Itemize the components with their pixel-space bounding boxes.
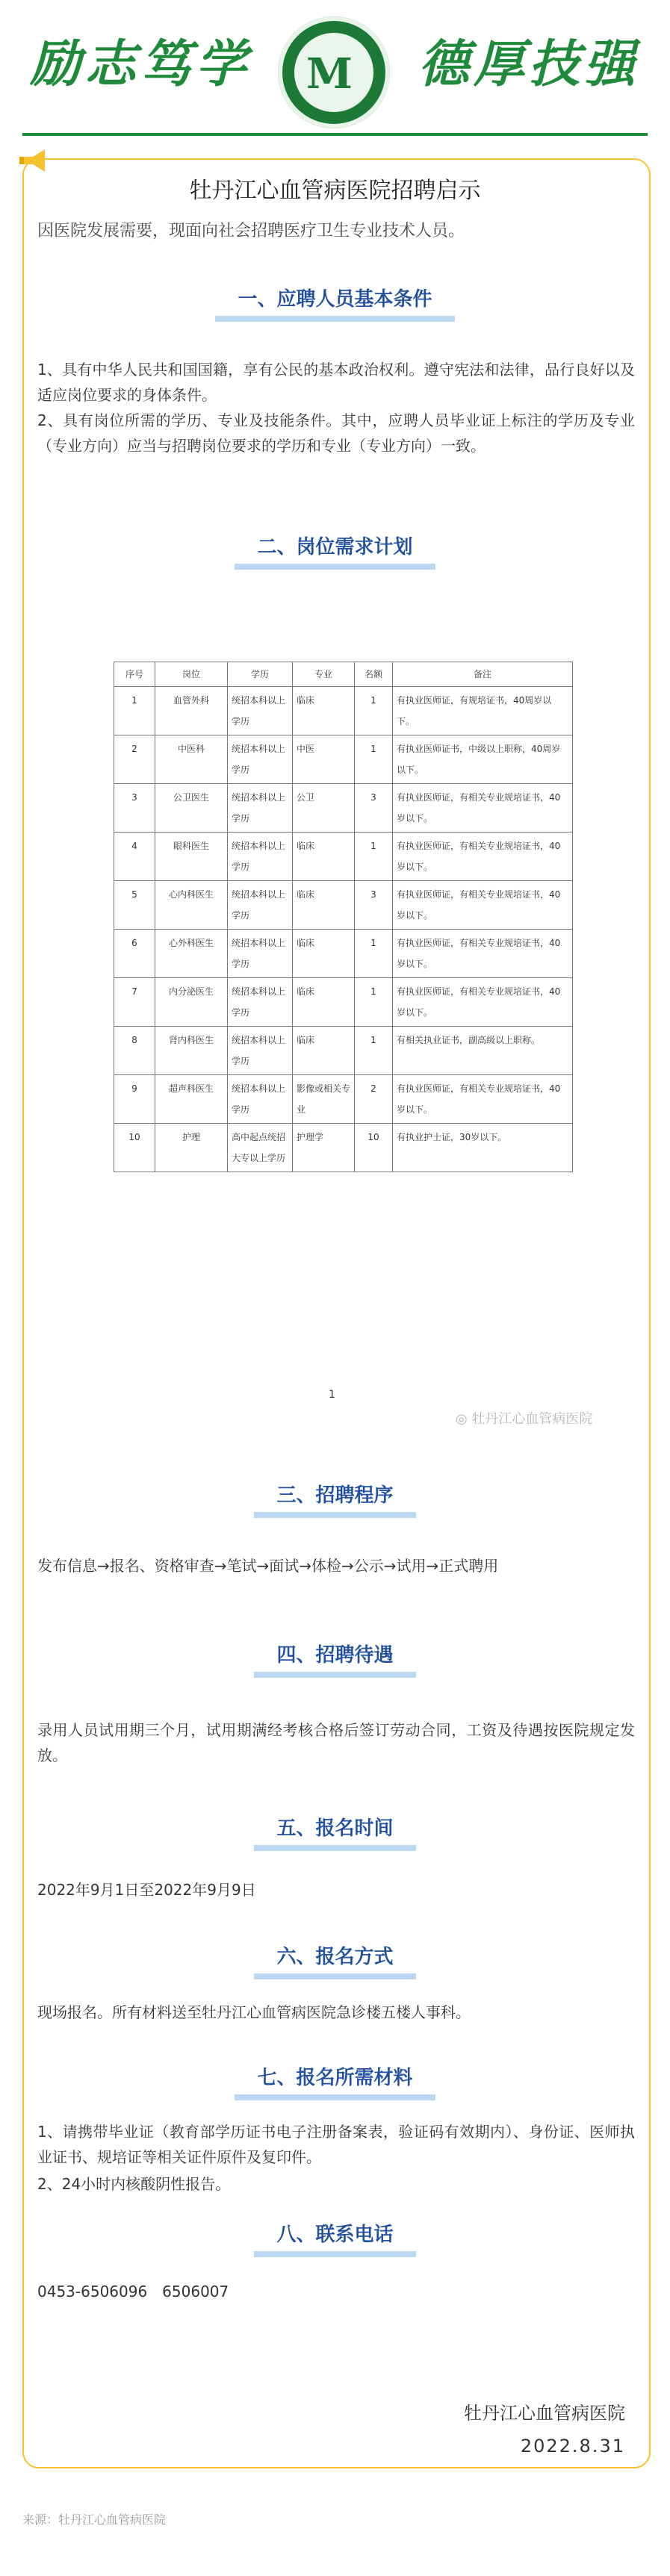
table-cell: 7 bbox=[114, 978, 155, 1027]
table-cell: 有执业医师证，有相关专业规培证书，40岁以下。 bbox=[393, 833, 573, 881]
table-cell: 临床 bbox=[293, 1027, 355, 1075]
section-7-paragraph-2: 2、24小时内核酸阴性报告。 bbox=[37, 2175, 231, 2193]
table-cell: 临床 bbox=[293, 687, 355, 735]
table-header-row bbox=[114, 662, 573, 687]
table-header-cell: 学历 bbox=[228, 662, 293, 687]
section-heading-5: 五、报名时间 bbox=[0, 1813, 670, 1851]
table-header-cell: 序号 bbox=[114, 662, 155, 687]
contact-phone: 0453-6506096 6506007 bbox=[37, 2283, 229, 2300]
slogan-right: 德厚技强 bbox=[418, 34, 640, 94]
table-cell: 9 bbox=[114, 1075, 155, 1124]
table-header-cell: 名额 bbox=[355, 662, 393, 687]
table-row bbox=[114, 1027, 573, 1075]
table-cell: 中医科 bbox=[155, 735, 228, 784]
section-5-text: 2022年9月1日至2022年9月9日 bbox=[37, 1881, 256, 1899]
table-cell: 6 bbox=[114, 930, 155, 978]
section-1-paragraph-2: 2、具有岗位所需的学历、专业及技能条件。其中，应聘人员毕业证上标注的学历及专业（专业方向）应当与招聘岗位要求的学历和专业（专业方向）一致。 bbox=[37, 411, 635, 455]
table-cell: 1 bbox=[355, 978, 393, 1027]
table-cell: 心外科医生 bbox=[155, 930, 228, 978]
table-row bbox=[114, 1075, 573, 1124]
table-cell: 护理 bbox=[155, 1124, 228, 1172]
section-heading-7: 七、报名所需材料 bbox=[0, 2062, 670, 2100]
banner-divider bbox=[22, 133, 648, 136]
table-cell: 有相关执业证书，副高级以上职称。 bbox=[393, 1027, 573, 1075]
watermark bbox=[456, 1408, 592, 1428]
table-cell: 统招本科以上学历 bbox=[228, 784, 293, 833]
table-cell: 1 bbox=[355, 735, 393, 784]
table-cell: 1 bbox=[114, 687, 155, 735]
table-cell: 1 bbox=[355, 930, 393, 978]
section-heading-1: 一、应聘人员基本条件 bbox=[0, 284, 670, 322]
intro-text: 因医院发展需要，现面向社会招聘医疗卫生专业技术人员。 bbox=[37, 222, 465, 240]
section-7-paragraph-1: 1、请携带毕业证（教育部学历证书电子注册备案表，验证码有效期内）、身份证、医师执业证书、规培证等相关证件原件及复印件。 bbox=[37, 2123, 635, 2166]
table-header-cell: 备注 bbox=[393, 662, 573, 687]
table-row bbox=[114, 978, 573, 1027]
table-cell: 有执业医师证书，中级以上职称，40周岁以下。 bbox=[393, 735, 573, 784]
table-cell: 2 bbox=[114, 735, 155, 784]
table-header-cell: 岗位 bbox=[155, 662, 228, 687]
table-row bbox=[114, 735, 573, 784]
table-cell: 统招本科以上学历 bbox=[228, 881, 293, 930]
table-cell: 统招本科以上学历 bbox=[228, 1027, 293, 1075]
table-cell: 统招本科以上学历 bbox=[228, 1075, 293, 1124]
table-cell: 临床 bbox=[293, 833, 355, 881]
table-cell: 心内科医生 bbox=[155, 881, 228, 930]
table-cell: 统招本科以上学历 bbox=[228, 687, 293, 735]
table-cell: 2 bbox=[355, 1075, 393, 1124]
table-cell: 临床 bbox=[293, 881, 355, 930]
slogan-left: 励志笃学 bbox=[30, 34, 252, 94]
table-row bbox=[114, 687, 573, 735]
section-heading-8: 八、联系电话 bbox=[0, 2219, 670, 2257]
hospital-logo bbox=[278, 16, 390, 128]
signature: 牡丹江心血管病医院 bbox=[464, 2403, 625, 2424]
section-3-text: 发布信息→报名、资格审查→笔试→面试→体检→公示→试用→正式聘用 bbox=[37, 1557, 499, 1575]
table-row bbox=[114, 881, 573, 930]
table-cell: 公卫医生 bbox=[155, 784, 228, 833]
source-note: 来源：牡丹江心血管病医院 bbox=[22, 2513, 167, 2527]
table-cell: 影像或相关专业 bbox=[293, 1075, 355, 1124]
table-cell: 内分泌医生 bbox=[155, 978, 228, 1027]
table-cell: 3 bbox=[355, 784, 393, 833]
table-cell: 有执业医师证，有相关专业规培证书，40岁以下。 bbox=[393, 1075, 573, 1124]
table-row bbox=[114, 930, 573, 978]
table-cell: 统招本科以上学历 bbox=[228, 978, 293, 1027]
table-row bbox=[114, 833, 573, 881]
table-cell: 超声科医生 bbox=[155, 1075, 228, 1124]
section-4-text: 录用人员试用期三个月，试用期满经考核合格后签订劳动合同，工资及待遇按医院规定发放。 bbox=[37, 1721, 635, 1764]
signature-date: 2022.8.31 bbox=[520, 2436, 625, 2457]
table-cell: 10 bbox=[355, 1124, 393, 1172]
megaphone-icon bbox=[18, 148, 52, 173]
positions-table bbox=[114, 662, 573, 1172]
table-cell: 有执业护士证，30岁以下。 bbox=[393, 1124, 573, 1172]
table-cell: 公卫 bbox=[293, 784, 355, 833]
page-number: 1 bbox=[329, 1389, 335, 1401]
section-heading-6: 六、报名方式 bbox=[0, 1941, 670, 1979]
section-1-paragraph-1: 1、具有中华人民共和国国籍，享有公民的基本政治权利。遵守宪法和法律，品行良好以及适应岗位要求的身体条件。 bbox=[37, 361, 635, 404]
table-row bbox=[114, 1124, 573, 1172]
table-cell: 有执业医师证，有相关专业规培证书，40岁以下。 bbox=[393, 784, 573, 833]
table-cell: 5 bbox=[114, 881, 155, 930]
table-cell: 肾内科医生 bbox=[155, 1027, 228, 1075]
table-cell: 高中起点统招大专以上学历 bbox=[228, 1124, 293, 1172]
table-cell: 临床 bbox=[293, 930, 355, 978]
table-cell: 3 bbox=[355, 881, 393, 930]
table-header-cell: 专业 bbox=[293, 662, 355, 687]
table-cell: 1 bbox=[355, 1027, 393, 1075]
table-cell: 有执业医师证，有相关专业规培证书，40岁以下。 bbox=[393, 881, 573, 930]
table-cell: 护理学 bbox=[293, 1124, 355, 1172]
section-heading-4: 四、招聘待遇 bbox=[0, 1640, 670, 1678]
table-cell: 1 bbox=[355, 833, 393, 881]
table-cell: 统招本科以上学历 bbox=[228, 930, 293, 978]
table-cell: 统招本科以上学历 bbox=[228, 735, 293, 784]
table-cell: 临床 bbox=[293, 978, 355, 1027]
table-cell: 3 bbox=[114, 784, 155, 833]
table-cell: 有执业医师证，有相关专业规培证书，40岁以下。 bbox=[393, 930, 573, 978]
logo-mark: M bbox=[306, 49, 353, 99]
table-cell: 4 bbox=[114, 833, 155, 881]
table-cell: 有执业医师证，有规培证书，40周岁以下。 bbox=[393, 687, 573, 735]
section-heading-2: 二、岗位需求计划 bbox=[0, 532, 670, 570]
table-cell: 中医 bbox=[293, 735, 355, 784]
table-cell: 有执业医师证，有相关专业规培证书，40岁以下。 bbox=[393, 978, 573, 1027]
table-cell: 眼科医生 bbox=[155, 833, 228, 881]
table-cell: 血管外科 bbox=[155, 687, 228, 735]
wechat-icon: ◎ bbox=[456, 1411, 472, 1427]
table-cell: 1 bbox=[355, 687, 393, 735]
page-title: 牡丹江心血管病医院招聘启示 bbox=[189, 178, 481, 204]
section-heading-3: 三、招聘程序 bbox=[0, 1480, 670, 1518]
table-cell: 统招本科以上学历 bbox=[228, 833, 293, 881]
header-banner bbox=[0, 0, 670, 142]
watermark-text: 牡丹江心血管病医院 bbox=[471, 1411, 593, 1427]
table-cell: 10 bbox=[114, 1124, 155, 1172]
table-cell: 8 bbox=[114, 1027, 155, 1075]
table-row bbox=[114, 784, 573, 833]
section-6-text: 现场报名。所有材料送至牡丹江心血管病医院急诊楼五楼人事科。 bbox=[37, 2003, 471, 2021]
